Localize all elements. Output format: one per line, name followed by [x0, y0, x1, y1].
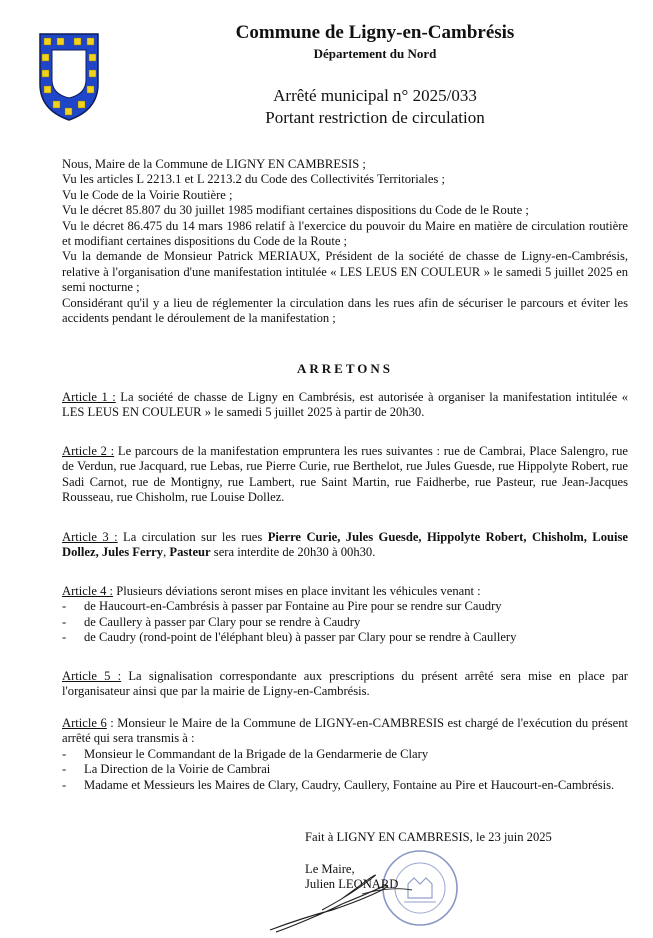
preamble-line: Vu le décret 85.807 du 30 juillet 1985 modifiant certaines dispositions du Code de le Route ; — [62, 203, 529, 218]
preamble-line: Vu le décret 86.475 du 14 mars 1986 relatif à l'exercice du pouvoir du Maire en matière de circulation routière et modifiant certaines dispositions du Code de la Route ; — [62, 218, 628, 249]
preamble-line: Vu la demande de Monsieur Patrick MERIAUX, Président de la société de chasse de Ligny-en-Cambrésis, relative à l'organisation d'une manifestation intitulée « LES LEUS EN COULEUR » le samedi 5 juillet 2025 en semi nocturne ; — [62, 249, 628, 295]
list-item: - Madame et Messieurs les Maires de Clary, Caudry, Caullery, Fontaine au Pire et Haucourt-en-Cambrésis. — [62, 778, 628, 793]
preamble-line: Vu les articles L 2213.1 et L 2213.2 du Code des Collectivités Territoriales ; — [62, 172, 445, 187]
deviation-list — [62, 599, 628, 645]
article-label: Article 4 : — [62, 584, 114, 598]
arrete-title: Arrêté municipal n° 2025/033 — [273, 86, 477, 105]
commune-title: Commune de Ligny-en-Cambrésis — [235, 22, 515, 43]
article-label: Article 1 : — [62, 390, 116, 404]
article-label: Article 3 : — [62, 530, 118, 544]
article-text: Le parcours de la manifestation empruntera les rues suivantes : rue de Cambrai, Place Salengro, rue de Verdun, rue Jacquard, rue Lebas, rue Pierre Curie, rue Berthelot, rue Jules Guesde, rue Hippolyte Robert, rue Sadi Carnot, rue de Montigny, rue Lambert, rue Saint Martin, rue Faidherbe, rue Pasteur, rue Jean-Jacques Rousseau, rue Chisholm, rue Louise Dollez. — [62, 444, 629, 505]
list-item: - de Caudry (rond-point de l'éléphant bleu) à passer par Clary pour se rendre à Caullery — [62, 630, 628, 645]
list-item: - de Haucourt-en-Cambrésis à passer par Fontaine au Pire pour se rendre sur Caudry — [62, 599, 628, 614]
article-1 — [62, 390, 628, 421]
article-text: La société de chasse de Ligny en Cambrésis, est autorisée à organiser la manifestation intitulée « LES LEUS EN COULEUR » le samedi 5 juillet 2025 à partir de 20h30. — [62, 390, 629, 420]
article-text: , — [163, 545, 170, 560]
recipient-list — [62, 747, 628, 793]
article-text: Plusieurs déviations seront mises en place invitant les véhicules venant : — [113, 584, 481, 598]
article-2 — [62, 444, 628, 506]
handwritten-signature — [262, 860, 442, 936]
preamble-line: Considérant qu'il y a lieu de réglementer la circulation dans les rues afin de sécuriser le parcours et éviter les accidents pendant le déroulement de la manifestation ; — [62, 295, 628, 326]
article-text: sera interdite de 20h30 à 00h30. — [210, 545, 376, 560]
preamble — [62, 157, 628, 326]
arretons-heading: ARRETONS — [296, 361, 393, 376]
fait-a-line: Fait à LIGNY EN CAMBRESIS, le 23 juin 2025 — [305, 830, 552, 844]
article-street-bold: Pasteur — [169, 545, 211, 560]
preamble-line: Vu le Code de la Voirie Routière ; — [62, 187, 233, 202]
article-text: La circulation sur les rues — [117, 530, 268, 544]
article-streets-bold: Pierre Curie, Jules Guesde, Hippolyte Robert, Chisholm, Louise Dollez, Jules Ferry — [62, 530, 629, 560]
coat-of-arms-icon — [38, 32, 100, 122]
article-text: La signalisation correspondante aux prescriptions du présent arrêté sera mise en place par l'organisateur ainsi que par la mairie de Ligny-en-Cambrésis. — [62, 669, 629, 699]
preamble-line: Nous, Maire de la Commune de LIGNY EN CAMBRESIS ; — [62, 157, 366, 171]
article-5 — [62, 669, 628, 700]
article-4 — [62, 584, 628, 646]
article-label: Article 6 — [62, 716, 107, 730]
signatory-role: Le Maire, — [305, 862, 355, 876]
departement-subtitle: Département du Nord — [313, 46, 437, 61]
arrete-objet: Portant restriction de circulation — [265, 108, 485, 127]
article-3 — [62, 530, 628, 561]
list-item: - de Caullery à passer par Clary pour se rendre à Caudry — [62, 615, 628, 630]
article-label: Article 2 : — [62, 444, 115, 458]
signatory-name: Julien LEONARD — [305, 877, 399, 891]
article-6 — [62, 716, 628, 793]
article-text: : Monsieur le Maire de la Commune de LIGNY-en-CAMBRESIS est chargé de l'exécution du présent arrêté qui sera transmis à : — [62, 716, 628, 746]
article-label: Article 5 : — [62, 669, 122, 683]
list-item: - La Direction de la Voirie de Cambrai — [62, 762, 628, 777]
list-item: - Monsieur le Commandant de la Brigade de la Gendarmerie de Clary — [62, 747, 628, 762]
